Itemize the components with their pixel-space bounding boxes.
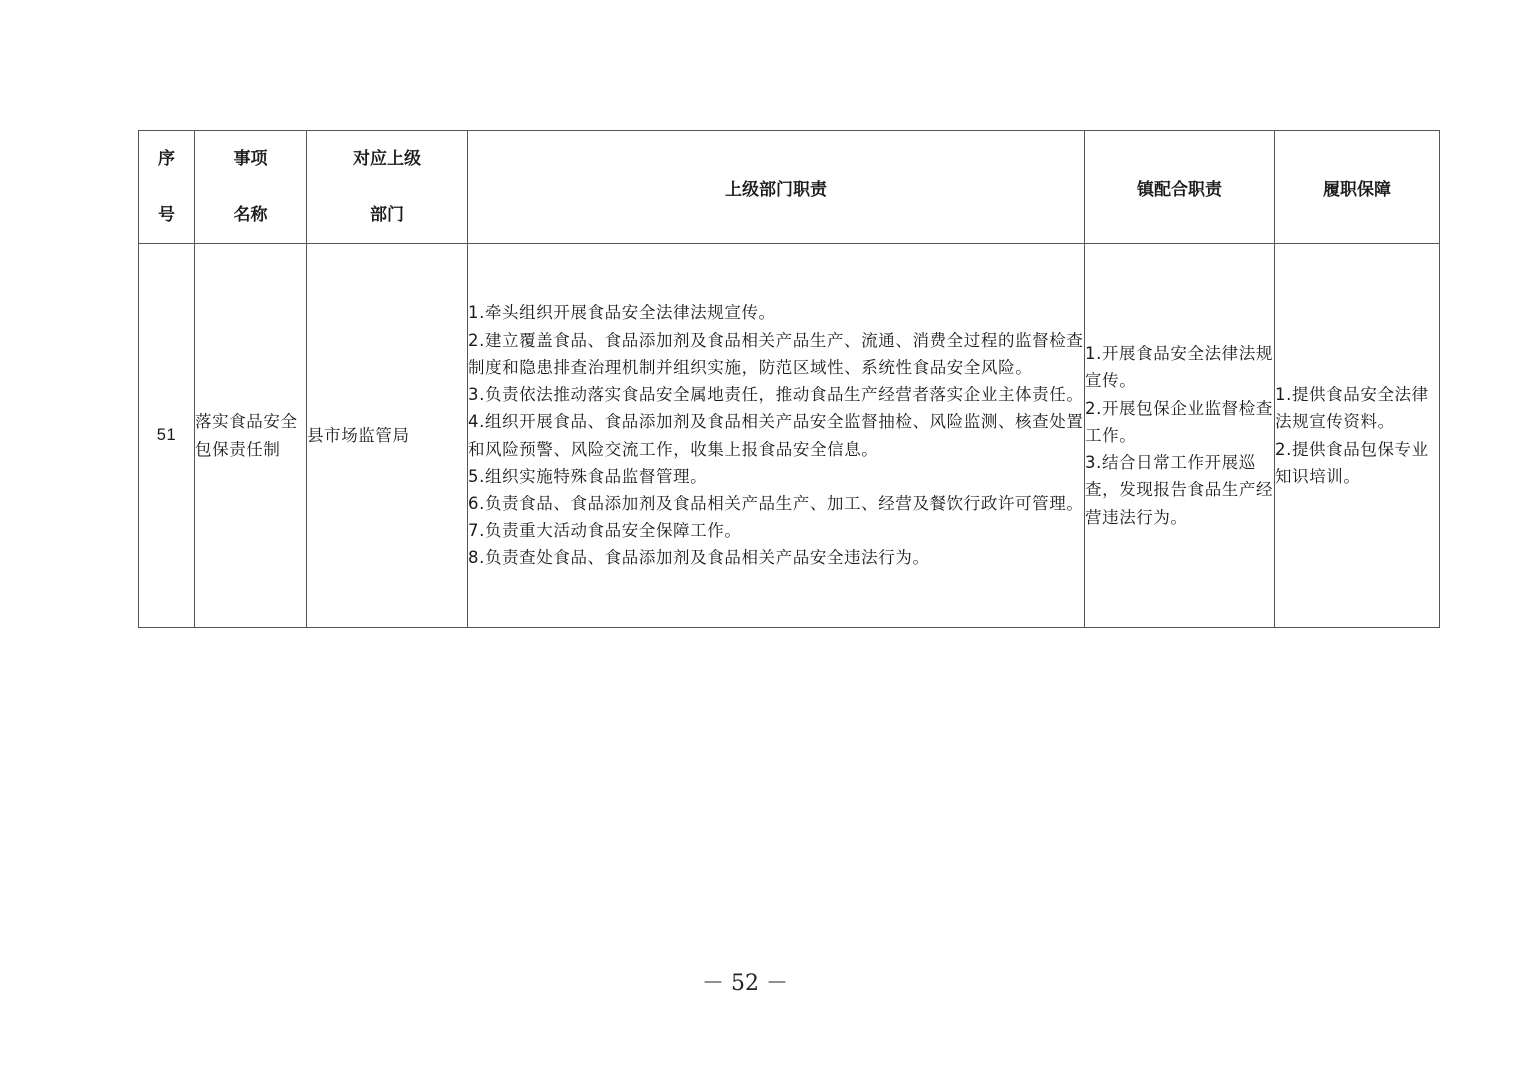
header-seq-line-2: 号: [158, 205, 175, 224]
header-superior-dept-line-1: 对应上级: [353, 149, 421, 168]
page-number: － 52 －: [702, 971, 788, 996]
duty-item: 2.建立覆盖食品、食品添加剂及食品相关产品生产、流通、消费全过程的监督检查制度和隐患排查治理机制并组织实施，防范区域性、系统性食品安全风险。: [468, 330, 1084, 377]
header-seq: [139, 131, 195, 244]
header-superior-dept: [307, 131, 468, 244]
header-superior-dept-line-2: 部门: [370, 205, 404, 224]
town-duty-item: 2.开展包保企业监督检查工作。: [1085, 398, 1273, 445]
row-seq: 51: [139, 244, 195, 628]
table-row: [139, 244, 1440, 628]
duty-item: 3.负责依法推动落实食品安全属地责任，推动食品生产经营者落实企业主体责任。: [468, 385, 1084, 405]
duty-item: 1.牵头组织开展食品安全法律法规宣传。: [468, 303, 776, 323]
duty-item: 6.负责食品、食品添加剂及食品相关产品生产、加工、经营及餐饮行政许可管理。: [468, 493, 1084, 513]
header-town-duties: 镇配合职责: [1085, 131, 1275, 244]
row-superior-duties: [468, 244, 1085, 628]
header-item-name: [195, 131, 307, 244]
row-guarantee: [1275, 244, 1440, 628]
header-guarantee: 履职保障: [1275, 131, 1440, 244]
header-item-name-line-2: 名称: [233, 205, 268, 224]
duty-item: 7.负责重大活动食品安全保障工作。: [468, 521, 742, 541]
town-duty-item: 3.结合日常工作开展巡查，发现报告食品生产经营违法行为。: [1085, 453, 1274, 527]
duty-table: [138, 130, 1440, 628]
row-superior-dept: 县市场监管局: [307, 244, 468, 628]
guarantee-item: 2.提供食品包保专业知识培训。: [1275, 439, 1429, 486]
guarantee-item: 1.提供食品安全法律法规宣传资料。: [1275, 385, 1429, 432]
duty-item: 8.负责查处食品、食品添加剂及食品相关产品安全违法行为。: [468, 548, 930, 568]
duty-item: 5.组织实施特殊食品监督管理。: [468, 466, 708, 486]
header-superior-duties: 上级部门职责: [468, 131, 1085, 244]
table-header-row: [139, 131, 1440, 244]
row-town-duties: [1085, 244, 1275, 628]
duty-item: 4.组织开展食品、食品添加剂及食品相关产品安全监督抽检、风险监测、核查处置和风险预警、风险交流工作，收集上报食品安全信息。: [468, 412, 1084, 459]
row-item-name: 落实食品安全包保责任制: [195, 244, 307, 628]
header-item-name-line-1: 事项: [233, 149, 268, 168]
header-seq-line-1: 序: [158, 149, 175, 168]
town-duty-item: 1.开展食品安全法律法规宣传。: [1085, 344, 1273, 391]
